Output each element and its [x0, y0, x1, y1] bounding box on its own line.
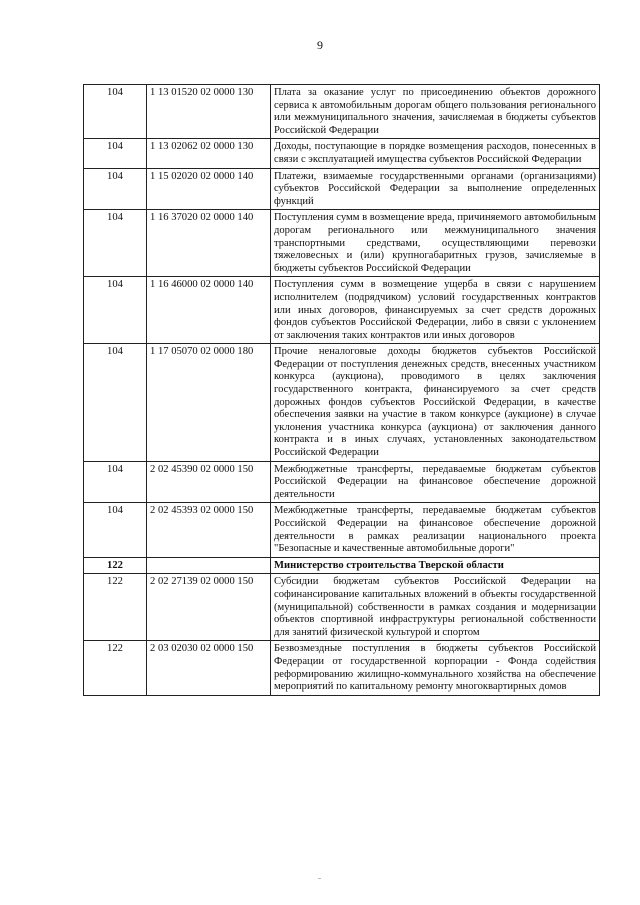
table-row	[84, 641, 600, 695]
admin-code-cell: 122	[84, 641, 147, 695]
admin-code-cell: 104	[84, 139, 147, 168]
revenue-code-cell: 1 16 37020 02 0000 140	[147, 210, 271, 277]
admin-code-cell: 122	[84, 574, 147, 641]
revenue-code-cell: 1 16 46000 02 0000 140	[147, 277, 271, 344]
revenue-code-cell: 2 02 45393 02 0000 150	[147, 503, 271, 557]
description-cell: Плата за оказание услуг по присоединению объектов дорожного сервиса к автомобильным дорогам общего пользования регионального или межмуниципального значения, зачисляемая в бюджеты субъектов Российской Федерации	[271, 85, 600, 139]
revenue-codes-table	[83, 84, 600, 696]
table-row	[84, 85, 600, 139]
footer-mark	[318, 878, 321, 879]
description-cell: Межбюджетные трансферты, передаваемые бюджетам субъектов Российской Федерации на финансовое обеспечение дорожной деятельности в рамках реализации национального проекта "Безопасные и качественные автомобильные дороги"	[271, 503, 600, 557]
revenue-code-cell: 1 17 05070 02 0000 180	[147, 344, 271, 461]
description-cell: Поступления сумм в возмещение ущерба в связи с нарушением исполнителем (подрядчиком) условий государственных контрактов или иных договоров, финансируемых за счет средств дорожных фондов субъектов Российской Федерации, либо в связи с уклонением от заключения таких контрактов или иных договоров	[271, 277, 600, 344]
table-row	[84, 344, 600, 461]
description-cell: Субсидии бюджетам субъектов Российской Федерации на софинансирование капитальных вложений в объекты государственной (муниципальной) собственности в рамках создания и модернизации объектов спортивной инфраструктуры региональной собственности для занятий физической культурой и спортом	[271, 574, 600, 641]
description-cell: Безвозмездные поступления в бюджеты субъектов Российской Федерации от государственной корпорации - Фонда содействия реформированию жилищно-коммунального хозяйства на обеспечение мероприятий по капитальному ремонту многоквартирных домов	[271, 641, 600, 695]
revenue-code-cell	[147, 557, 271, 574]
admin-code-cell: 104	[84, 344, 147, 461]
description-cell: Прочие неналоговые доходы бюджетов субъектов Российской Федерации от поступления денежных средств, внесенных участником конкурса (аукциона), проводимого в целях заключения государственного контракта, финансируемого за счет средств дорожных фондов субъектов Российской Федерации, в качестве обеспечения заявки на участие в таком конкурсе (аукционе) в случае уклонения участника конкурса (аукциона) от заключения данного контракта и в иных случаях, установленных законодательством Российской Федерации	[271, 344, 600, 461]
table-row	[84, 277, 600, 344]
revenue-code-cell: 1 15 02020 02 0000 140	[147, 168, 271, 210]
revenue-code-cell: 2 02 27139 02 0000 150	[147, 574, 271, 641]
admin-code-cell: 104	[84, 85, 147, 139]
revenue-code-cell: 1 13 01520 02 0000 130	[147, 85, 271, 139]
admin-code-cell: 104	[84, 277, 147, 344]
admin-code-cell: 122	[84, 557, 147, 574]
description-cell: Платежи, взимаемые государственными органами (организациями) субъектов Российской Федерации за выполнение определенных функций	[271, 168, 600, 210]
description-cell: Доходы, поступающие в порядке возмещения расходов, понесенных в связи с эксплуатацией имущества субъектов Российской Федерации	[271, 139, 600, 168]
revenue-code-cell: 2 02 45390 02 0000 150	[147, 461, 271, 503]
table-row	[84, 139, 600, 168]
description-cell: Министерство строительства Тверской области	[271, 557, 600, 574]
admin-code-cell: 104	[84, 210, 147, 277]
table-row	[84, 461, 600, 503]
table-row	[84, 210, 600, 277]
admin-code-cell: 104	[84, 168, 147, 210]
table-row-heading	[84, 557, 600, 574]
revenue-code-cell: 1 13 02062 02 0000 130	[147, 139, 271, 168]
admin-code-cell: 104	[84, 503, 147, 557]
description-cell: Межбюджетные трансферты, передаваемые бюджетам субъектов Российской Федерации на финансовое обеспечение дорожной деятельности	[271, 461, 600, 503]
description-cell: Поступления сумм в возмещение вреда, причиняемого автомобильным дорогам регионального или межмуниципального значения транспортными средствами, осуществляющими перевозки тяжеловесных и (или) крупногабаритных грузов, зачисляемые в бюджеты субъектов Российской Федерации	[271, 210, 600, 277]
page-number: 9	[317, 38, 323, 52]
table-row	[84, 168, 600, 210]
table-row	[84, 574, 600, 641]
table-row	[84, 503, 600, 557]
revenue-code-cell: 2 03 02030 02 0000 150	[147, 641, 271, 695]
admin-code-cell: 104	[84, 461, 147, 503]
table-body	[84, 85, 600, 696]
